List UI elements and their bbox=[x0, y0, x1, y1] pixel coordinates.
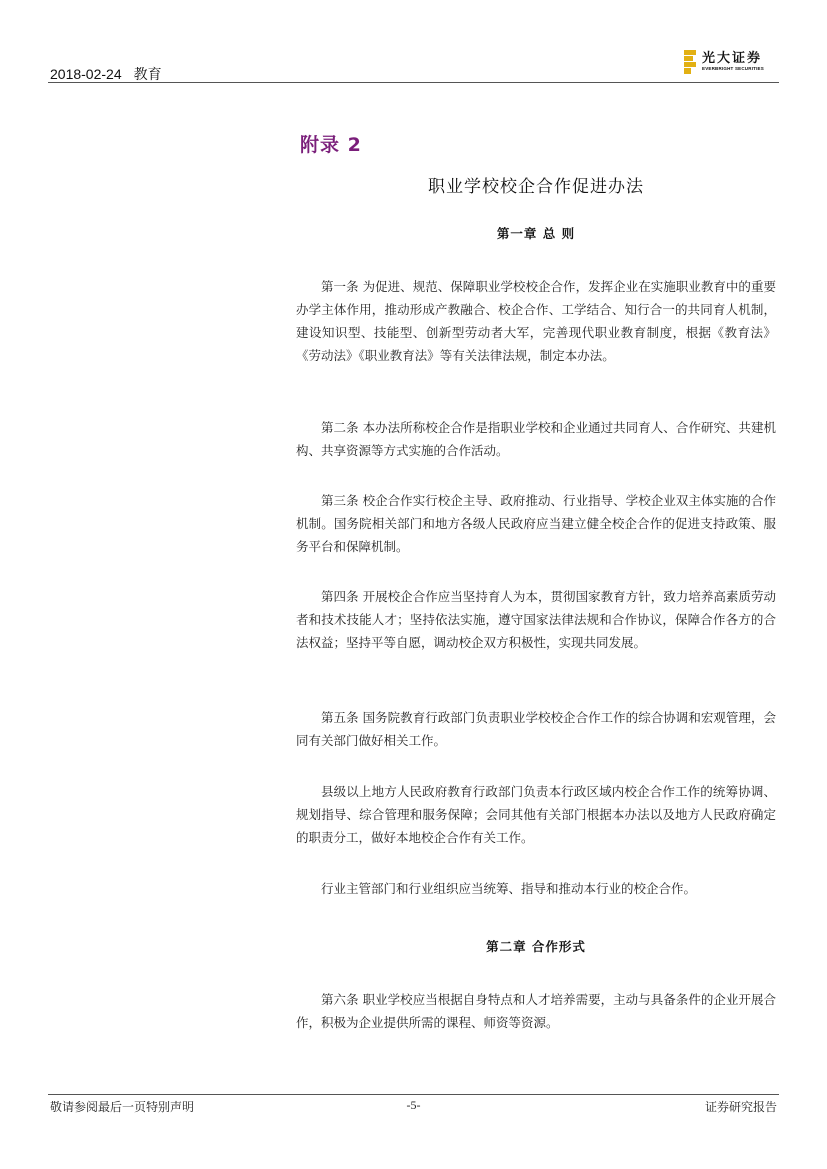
chapter-heading-1: 第一章 总 则 bbox=[496, 226, 576, 241]
logo-cn-text: 光大证券 bbox=[702, 51, 763, 66]
article-paragraph: 行业主管部门和行业组织应当统筹、指导和推动本行业的校企合作。 bbox=[321, 881, 697, 896]
chapter-heading-2: 第二章 合作形式 bbox=[486, 939, 586, 954]
page-number: -5- bbox=[406, 1098, 421, 1112]
article-paragraph: 第三条 校企合作实行校企主导、政府推动、行业指导、学校企业双主体实施的合作机制。国务院相关部门和地方各级人民政府应当建立健全校企合作的促进支持政策、服务平台和保障机制。 bbox=[296, 493, 776, 554]
logo-en-text: EVERBRIGHT SECURITIES bbox=[702, 66, 764, 71]
header-date-category bbox=[50, 64, 162, 84]
footer-disclaimer: 敬请参阅最后一页特别声明 bbox=[50, 1100, 195, 1114]
report-category: 教育 bbox=[133, 66, 162, 82]
report-date: 2018-02-24 bbox=[50, 66, 122, 82]
brand-logo bbox=[684, 50, 764, 74]
appendix-label: 附录 2 bbox=[300, 134, 362, 156]
footer-divider bbox=[48, 1094, 779, 1095]
article-paragraph: 第二条 本办法所称校企合作是指职业学校和企业通过共同育人、合作研究、共建机构、共享资源等方式实施的合作活动。 bbox=[296, 420, 776, 458]
article-paragraph: 第一条 为促进、规范、保障职业学校校企合作，发挥企业在实施职业教育中的重要办学主体作用，推动形成产教融合、校企合作、工学结合、知行合一的共同育人机制，建设知识型、技能型、创新型劳动者大军，完善现代职业教育制度，根据《教育法》《劳动法》《职业教育法》等有关法律法规，制定本办法。 bbox=[296, 279, 776, 363]
article-paragraph: 第四条 开展校企合作应当坚持育人为本，贯彻国家教育方针，致力培养高素质劳动者和技术技能人才；坚持依法实施，遵守国家法律法规和合作协议，保障合作各方的合法权益；坚持平等自愿，调动校企双方积极性，实现共同发展。 bbox=[296, 589, 776, 650]
header-divider bbox=[48, 82, 779, 83]
article-paragraph: 县级以上地方人民政府教育行政部门负责本行政区域内校企合作工作的统筹协调、规划指导、综合管理和服务保障；会同其他有关部门根据本办法以及地方人民政府确定的职责分工，做好本地校企合作有关工作。 bbox=[296, 784, 776, 845]
article-paragraph: 第六条 职业学校应当根据自身特点和人才培养需要，主动与具备条件的企业开展合作，积极为企业提供所需的课程、师资等资源。 bbox=[296, 992, 776, 1030]
document-title: 职业学校校企合作促进办法 bbox=[428, 177, 644, 197]
article-paragraph: 第五条 国务院教育行政部门负责职业学校校企合作工作的综合协调和宏观管理，会同有关部门做好相关工作。 bbox=[296, 710, 776, 748]
footer-report-type: 证券研究报告 bbox=[704, 1100, 777, 1114]
logo-mark-icon bbox=[684, 50, 696, 74]
